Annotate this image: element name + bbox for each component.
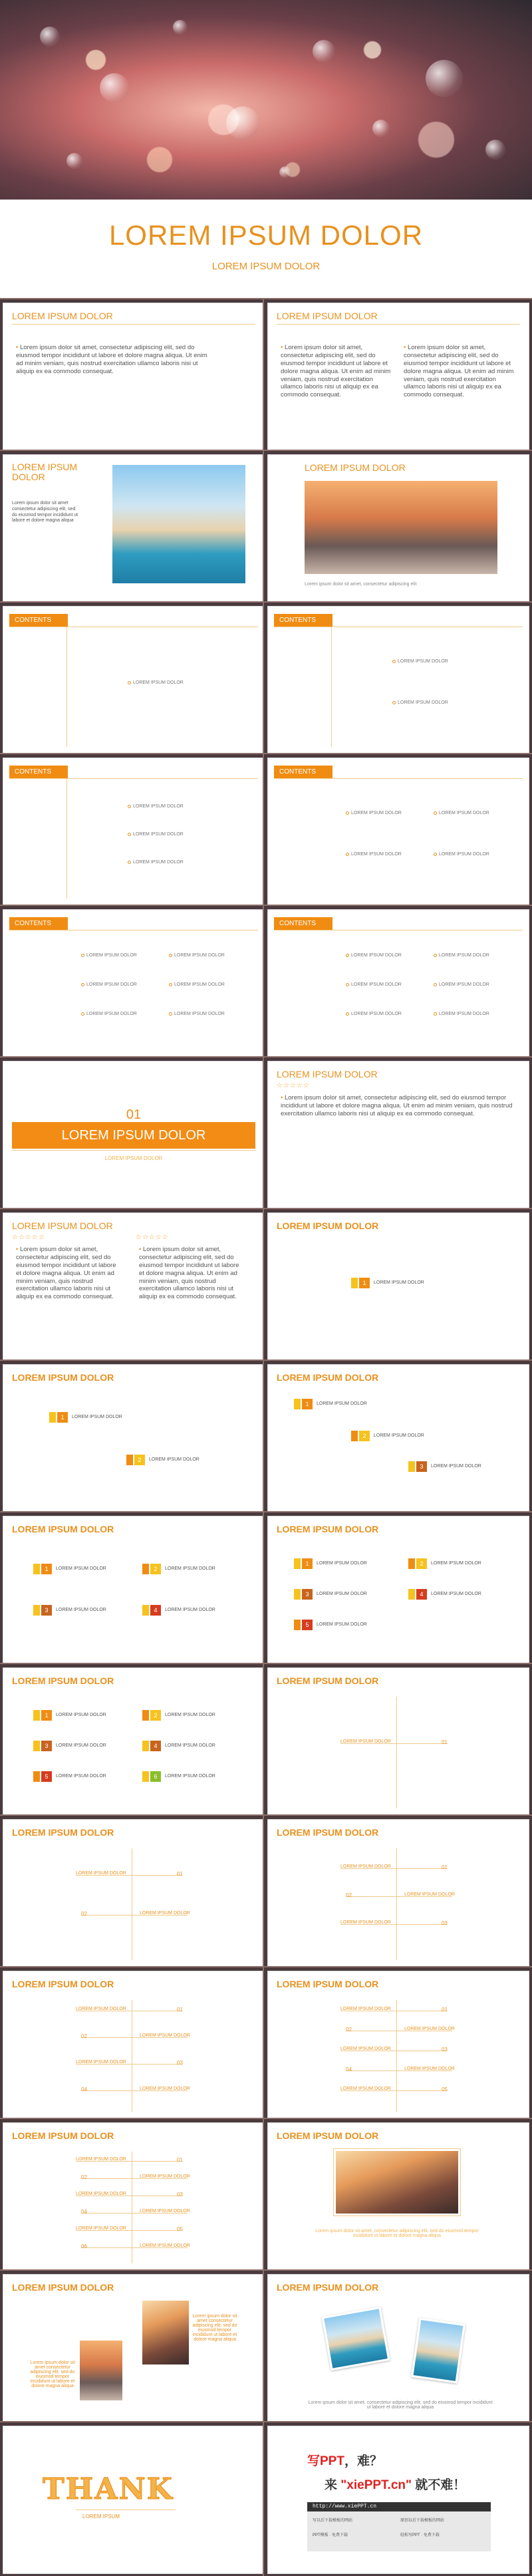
stars-icon: ☆☆☆☆☆ (12, 1234, 45, 1241)
step-label: LOREM IPSUM DOLOR (165, 1713, 215, 1717)
timeline-number: 05 (177, 2226, 183, 2232)
photo-caption: Lorem ipsum dolor sit amet, consectetur adipiscing elit, sed do eiusmod tempor incididunt ut labore et dolore magna aliqua (308, 2400, 493, 2410)
step-badge: 2 (142, 1564, 161, 1574)
step-label: LOREM IPSUM DOLOR (165, 1743, 215, 1748)
slide-photo-sea (267, 454, 529, 603)
stars-icon: ☆☆☆☆☆ (136, 1234, 169, 1241)
timeline-number: 02 (81, 1911, 87, 1917)
step-badge: 5 (33, 1771, 52, 1782)
step-badge: 2 (351, 1431, 370, 1441)
timeline-label: LOREM IPSUM DOLOR (140, 2174, 190, 2179)
timeline-number: 01 (177, 2157, 183, 2163)
slide-paragraph: • Lorem ipsum dolor sit amet, consectetur adipiscing elit, sed do eiusmod tempor incididunt ut labore et dolore magna aliqua. Ut enim ad minim veniam, quis nostrud exercitation ullamco laboris nisi ut aliquip ex ea commodo consequat. (281, 1094, 513, 1117)
step-badge: 3 (33, 1605, 52, 1616)
step-label: LOREM IPSUM DOLOR (56, 1608, 106, 1612)
step-badge: 3 (294, 1589, 313, 1600)
step-label: LOREM IPSUM DOLOR (149, 1457, 200, 1462)
step-label: LOREM IPSUM DOLOR (431, 1592, 481, 1596)
step-badge: 1 (294, 1558, 313, 1569)
timeline-label: LOREM IPSUM DOLOR (340, 2007, 391, 2011)
slide-title: LOREM IPSUM DOLOR (12, 1827, 114, 1838)
slide-title: LOREM IPSUM DOLOR (277, 1069, 378, 1079)
slide-paragraph-right: • Lorem ipsum dolor sit amet, consectetur adipiscing elit, sed do eiusmod tempor incididunt ut labore et dolore magna aliqua. Ut enim ad minim veniam, quis nostrud exercitation ullamco laboris nisi ut aliquip ex ea commodo consequat. (139, 1246, 239, 1301)
timeline-label: LOREM IPSUM DOLOR (140, 1911, 190, 1916)
timeline-label: LOREM IPSUM DOLOR (340, 2047, 391, 2051)
section-subtitle: LOREM IPSUM DOLOR (104, 1155, 163, 1161)
timeline-number: 01 (442, 1739, 448, 1745)
step-badge: 4 (408, 1589, 427, 1600)
timeline-number: 02 (81, 2033, 87, 2039)
contents-tag: CONTENTS (274, 766, 332, 779)
slide-title: LOREM IPSUM DOLOR (277, 1524, 379, 1534)
slide-contents-4 (267, 758, 529, 906)
timeline-number: 05 (442, 2086, 448, 2092)
slide-photos-two (3, 2274, 265, 2422)
timeline-number: 04 (81, 2086, 87, 2092)
venice-photo (411, 2318, 466, 2384)
step-label: LOREM IPSUM DOLOR (56, 1774, 106, 1779)
slide-timeline-5 (267, 1971, 529, 2119)
step-badge: 3 (33, 1741, 52, 1751)
contents-item: LOREM IPSUM DOLOR (346, 852, 402, 857)
step-label: LOREM IPSUM DOLOR (431, 1561, 481, 1566)
slide-photo-rock (267, 2122, 529, 2271)
timeline-label: LOREM IPSUM DOLOR (76, 2007, 126, 2011)
contents-item: LOREM IPSUM DOLOR (392, 700, 448, 705)
contents-item: LOREM IPSUM DOLOR (81, 953, 137, 958)
slide-text-2 (267, 303, 529, 451)
slide-title: LOREM IPSUM DOLOR (277, 2130, 379, 2141)
contents-item: LOREM IPSUM DOLOR (81, 982, 137, 987)
contents-item: LOREM IPSUM DOLOR (169, 1012, 225, 1016)
contents-item: LOREM IPSUM DOLOR (434, 1012, 489, 1016)
slide-title: LOREM IPSUM DOLOR (277, 1372, 379, 1383)
step-label: LOREM IPSUM DOLOR (317, 1622, 367, 1627)
contents-tag: CONTENTS (274, 917, 332, 930)
step-badge: 4 (142, 1741, 161, 1751)
timeline-label: LOREM IPSUM DOLOR (340, 1739, 391, 1744)
slide-timeline-2 (3, 1819, 265, 1967)
slide-timeline-3 (267, 1819, 529, 1967)
slide-title: LOREM IPSUM DOLOR (277, 1979, 379, 1989)
timeline-label: LOREM IPSUM DOLOR (76, 2157, 126, 2162)
step-label: LOREM IPSUM DOLOR (317, 1561, 367, 1566)
timeline-number: 03 (177, 2060, 183, 2066)
step-label: LOREM IPSUM DOLOR (165, 1608, 215, 1612)
contents-tag: CONTENTS (9, 614, 68, 627)
timeline-number: 02 (346, 1892, 352, 1898)
slide-ad (267, 2426, 529, 2574)
slide-contents-6 (267, 909, 529, 1058)
section-band: LOREM IPSUM DOLOR (12, 1122, 255, 1149)
contents-item: LOREM IPSUM DOLOR (346, 1012, 402, 1016)
slide-steps-3 (267, 1364, 529, 1512)
sea-photo (305, 481, 497, 574)
contents-item: LOREM IPSUM DOLOR (169, 982, 225, 987)
slide-title: LOREM IPSUM DOLOR (12, 1372, 114, 1383)
photo-caption: Lorem ipsum dolor sit amet, consectetur adipiscing elit (305, 582, 417, 587)
step-label: LOREM IPSUM DOLOR (317, 1592, 367, 1596)
slide-title: LOREM IPSUM DOLOR (277, 1827, 379, 1838)
step-badge: 3 (408, 1461, 427, 1472)
slide-paragraph-right: • Lorem ipsum dolor sit amet, consectetur adipiscing elit, sed do eiusmod tempor incididunt ut labore et dolore magna aliqua. Ut enim ad minim veniam, quis nostrud exercitation ullamco laboris nisi ut aliquip ex ea commodo consequat. (404, 344, 514, 399)
step-badge: 1 (49, 1412, 68, 1423)
slide-contents-3 (3, 758, 265, 906)
contents-item: LOREM IPSUM DOLOR (434, 982, 489, 987)
timeline-label: LOREM IPSUM DOLOR (140, 2033, 190, 2038)
contents-item: LOREM IPSUM DOLOR (81, 1012, 137, 1016)
timeline-number: 03 (442, 2047, 448, 2053)
slide-paragraph-left: • Lorem ipsum dolor sit amet, consectetur adipiscing elit, sed do eiusmod tempor incididunt ut labore et dolore magna aliqua. Ut enim ad minim veniam, quis nostrud exercitation ullamco laboris nisi ut aliquip ex ea commodo consequat. (16, 1246, 116, 1301)
thank-subtitle: LOREM IPSUM (82, 2513, 120, 2519)
ad-cell: PPT模板 · 免费下载 (313, 2533, 348, 2537)
ad-cell: 轻松写PPT · 免费下载 (400, 2533, 440, 2537)
ad-headline: 写PPT，难？ (307, 2454, 382, 2468)
slide-steps-2 (3, 1364, 265, 1512)
timeline-number: 02 (81, 2174, 87, 2180)
photo-caption: Lorem ipsum dolor sit amet consectetur adipiscing elit, sed do eiusmod tempor incididunt ut labore et dolore magna aliqua (30, 2361, 75, 2388)
slide-timeline-4 (3, 1971, 265, 2119)
contents-tag: CONTENTS (274, 614, 332, 627)
ad-url[interactable]: http://www.xiePPT.cn (307, 2502, 491, 2511)
city-photo (322, 2307, 390, 2370)
timeline-number: 02 (346, 2027, 352, 2033)
slide-title: LOREM IPSUM DOLOR (12, 1675, 114, 1686)
slide-text-4 (3, 1213, 265, 1361)
timeline-number: 03 (177, 2192, 183, 2198)
cover-title: LOREM IPSUM DOLOR (108, 219, 424, 251)
slide-photos-tilted (267, 2274, 529, 2422)
contents-item: LOREM IPSUM DOLOR (169, 953, 225, 958)
slide-paragraph: Lorem ipsum dolor sit amet consectetur adipiscing elit, sed do eiusmod tempor incididunt ut labore et dolore magna aliqua (12, 501, 78, 523)
timeline-label: LOREM IPSUM DOLOR (140, 2086, 190, 2091)
slide-contents-5 (3, 909, 265, 1058)
step-badge: 4 (142, 1605, 161, 1616)
slide-text-3 (267, 1061, 529, 1209)
timeline-label: LOREM IPSUM DOLOR (76, 2060, 126, 2065)
beach-photo (80, 2341, 122, 2400)
step-badge: 1 (294, 1399, 313, 1409)
timeline-label: LOREM IPSUM DOLOR (404, 1892, 455, 1897)
timeline-number: 01 (442, 1864, 448, 1870)
slide-title: LOREM IPSUM DOLOR (12, 2130, 114, 2141)
timeline-label: LOREM IPSUM DOLOR (76, 2192, 126, 2196)
step-label: LOREM IPSUM DOLOR (56, 1743, 106, 1748)
slide-title: LOREM IPSUM DOLOR (305, 462, 406, 473)
stars-icon: ☆☆☆☆☆ (277, 1082, 310, 1089)
step-label: LOREM IPSUM DOLOR (431, 1464, 481, 1469)
ad-slogan: 来 "xiePPT.cn" 就不难！ (325, 2478, 466, 2492)
ad-box (307, 2502, 491, 2551)
timeline-label: LOREM IPSUM DOLOR (340, 2086, 391, 2091)
rock-photo (334, 2149, 460, 2216)
photo-caption: Lorem ipsum dolor sit amet consectetur adipiscing elit, sed do eiusmod tempor incididunt ut labore et dolore magna aliqua (192, 2314, 237, 2342)
contents-item: LOREM IPSUM DOLOR (128, 680, 184, 685)
slide-grid-6 (3, 1667, 265, 1816)
timeline-number: 04 (81, 2209, 87, 2215)
timeline-number: 01 (177, 1871, 183, 1877)
ad-cell: 写以后下载模板的网站 (313, 2519, 353, 2523)
step-label: LOREM IPSUM DOLOR (165, 1774, 215, 1779)
contents-item: LOREM IPSUM DOLOR (392, 659, 448, 664)
slide-title: LOREM IPSUM DOLOR (12, 462, 78, 483)
step-label: LOREM IPSUM DOLOR (56, 1713, 106, 1717)
slide-title: LOREM IPSUM DOLOR (12, 1979, 114, 1989)
cover-subtitle: LOREM IPSUM DOLOR (211, 261, 321, 272)
slide-paragraph: • Lorem ipsum dolor sit amet, consectetur adipiscing elit, sed do eiusmod tempor incididunt ut labore et dolore magna aliqua. Ut enim ad minim veniam, quis nostrud exercitation ullamco laboris nisi ut aliquip ex ea commodo consequat. (16, 344, 207, 375)
step-badge: 5 (294, 1620, 313, 1630)
step-badge: 6 (142, 1771, 161, 1782)
slide-title: LOREM IPSUM DOLOR (12, 1220, 113, 1231)
step-label: LOREM IPSUM DOLOR (374, 1280, 424, 1285)
slide-grid-4 (3, 1516, 265, 1664)
slide-contents-1 (3, 606, 265, 754)
step-badge: 1 (351, 1278, 370, 1288)
slide-title: LOREM IPSUM DOLOR (277, 311, 378, 321)
timeline-label: LOREM IPSUM DOLOR (340, 1920, 391, 1925)
slide-text-1 (3, 303, 265, 451)
step-label: LOREM IPSUM DOLOR (374, 1433, 424, 1438)
slide-steps-1 (267, 1213, 529, 1361)
step-label: LOREM IPSUM DOLOR (56, 1566, 106, 1571)
contents-tag: CONTENTS (9, 917, 68, 930)
timeline-label: LOREM IPSUM DOLOR (76, 1871, 126, 1876)
timeline-label: LOREM IPSUM DOLOR (140, 2209, 190, 2214)
contents-item: LOREM IPSUM DOLOR (434, 852, 489, 857)
slide-contents-2 (267, 606, 529, 754)
contents-item: LOREM IPSUM DOLOR (434, 953, 489, 958)
step-label: LOREM IPSUM DOLOR (72, 1415, 122, 1419)
contents-item: LOREM IPSUM DOLOR (346, 982, 402, 987)
section-number: 01 (126, 1107, 142, 1122)
timeline-number: 01 (442, 2007, 448, 2013)
contents-item: LOREM IPSUM DOLOR (346, 811, 402, 815)
step-badge: 2 (126, 1455, 145, 1465)
slide-title: LOREM IPSUM DOLOR (12, 1524, 114, 1534)
timeline-label: LOREM IPSUM DOLOR (404, 2027, 455, 2031)
timeline-number: 01 (177, 2007, 183, 2013)
photo-caption: Lorem ipsum dolor sit amet, consectetur adipiscing elit, sed do eiusmod tempor incididunt ut labore et dolore magna aliqua (315, 2229, 479, 2238)
step-badge: 2 (142, 1710, 161, 1721)
slide-timeline-1 (267, 1667, 529, 1816)
slide-title: LOREM IPSUM DOLOR (277, 1675, 379, 1686)
ad-cell: 原创以后下载模板的网站 (400, 2519, 445, 2523)
timeline-number: 03 (442, 1920, 448, 1926)
timeline-number: 06 (81, 2243, 87, 2249)
timeline-label: LOREM IPSUM DOLOR (140, 2243, 190, 2248)
timeline-label: LOREM IPSUM DOLOR (76, 2226, 126, 2231)
step-label: LOREM IPSUM DOLOR (165, 1566, 215, 1571)
contents-tag: CONTENTS (9, 766, 68, 779)
venice-photo (112, 465, 245, 583)
step-badge: 1 (33, 1564, 52, 1574)
slide-grid-5 (267, 1516, 529, 1664)
timeline-number: 04 (346, 2067, 352, 2073)
slide-paragraph-left: • Lorem ipsum dolor sit amet, consectetur adipiscing elit, sed do eiusmod tempor incididunt ut labore et dolore magna aliqua. Ut enim ad minim veniam, quis nostrud exercitation ullamco laboris nisi ut aliquip ex ea commodo consequat. (281, 344, 391, 399)
contents-item: LOREM IPSUM DOLOR (128, 832, 184, 837)
slide-timeline-6 (3, 2122, 265, 2271)
step-label: LOREM IPSUM DOLOR (317, 1401, 367, 1406)
slide-title: LOREM IPSUM DOLOR (277, 1220, 379, 1231)
cover-photo (0, 0, 532, 200)
slide-title: LOREM IPSUM DOLOR (12, 311, 113, 321)
timeline-label: LOREM IPSUM DOLOR (340, 1864, 391, 1869)
step-badge: 2 (408, 1558, 427, 1569)
slide-section-01 (3, 1061, 265, 1209)
thank-word: THANK (43, 2472, 174, 2506)
contents-item: LOREM IPSUM DOLOR (346, 953, 402, 958)
slide-title: LOREM IPSUM DOLOR (277, 2282, 379, 2293)
contents-item: LOREM IPSUM DOLOR (434, 811, 489, 815)
contents-item: LOREM IPSUM DOLOR (128, 860, 184, 865)
slide-thanks (3, 2426, 265, 2574)
slide-title: LOREM IPSUM DOLOR (12, 2282, 114, 2293)
contents-item: LOREM IPSUM DOLOR (128, 804, 184, 809)
timeline-label: LOREM IPSUM DOLOR (404, 2067, 455, 2071)
mountain-photo (142, 2301, 189, 2364)
slide-photo-venice (3, 454, 265, 603)
step-badge: 1 (33, 1710, 52, 1721)
